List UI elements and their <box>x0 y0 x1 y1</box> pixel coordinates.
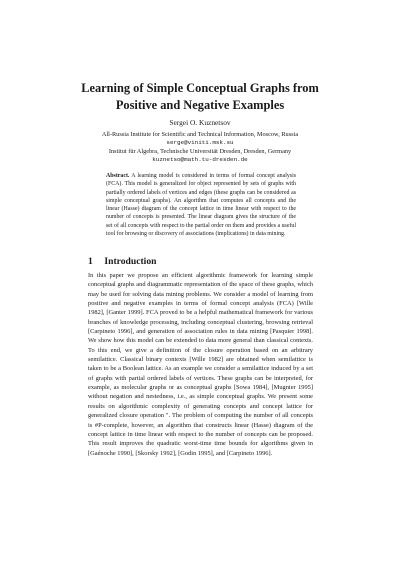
abstract-text: A learning model is considered in terms of formal concept analysis (FCA). This model is generalized for object represented by sets of graphs with partially ordered labels of vertices and edges (these graphs can be considered as simple conceptual graphs). An algorithm that computes all concepts and the linear (Hasse) diagram of the concept lattice in time linear with respect to the number of concepts is presented. The linear diagram gives the structure of the set of all concepts with respect to the partial order on them and provides a useful tool for browsing or discovery of associations (implications) in data mining. <box>106 173 296 238</box>
introduction-body <box>88 271 313 458</box>
section-number: 1 <box>88 256 93 267</box>
email-2: kuznetso@math.tu-dresden.de <box>152 156 248 163</box>
intro-paragraph: In this paper we propose an efficient algorithmic framework for learning simple conceptual graphs and diagrammatic representation of the space of these graphs, which may be used for solving data mining problems. We consider a model of learning from positive and negative examples in terms of formal concept analysis (FCA) [Wille 1982], [Ganter 1999]. FCA proved to be a helpful mathematical framework for various branches of knowledge processing, including conceptual clustering, browsing retrieval [Carpineto 1996], and generation of association rules in data mining [Pasquier 1998]. We show how this model can be extended to data more general than classical contexts. To this end, we give a definition of the closure operation based on an arbitrary semilattice. Classical binary contexts [Wille 1982] are obtained when semilattice is taken to be a Boolean lattice. As an example we consider a semilattice induced by a set of graphs with partial ordered labels of vertices. These graphs can be interpreted, for example, as molecular graphs or as conceptual graphs [Sowa 1984], [Mugnier 1995] without negation and nestedness, i.e., as simple conceptual graphs. We present some results on algorithmic complexity of generating concepts and concept lattice for generalized closure operation ". The problem of computing the number of all concepts is #P-complete, however, an algorithm that constructs linear (Hasse) diagram of the concept lattice in time linear with respect to the number of concepts can be proposed. This result improves the quadratic worst-time time bounds for algorithms given in [Gaénoche 1990], [Skorsky 1992], [Godin 1995], and [Carpineto 1996]. <box>88 272 313 457</box>
title-line-2: Positive and Negative Examples <box>115 98 285 112</box>
email-1: serge@viniti.msk.su <box>166 139 234 146</box>
author-name: Sergei O. Kuznetsov <box>169 118 231 127</box>
title-line-1: Learning of Simple Conceptual Graphs from <box>81 81 319 95</box>
affiliation-2: Institut für Algebra, Technische Universität Dresden, Dresden, Germany <box>108 148 292 155</box>
abstract <box>106 172 296 238</box>
affiliation-1: All-Russia Institute for Scientific and Technical Information, Moscow, Russia <box>101 131 299 138</box>
section-heading <box>88 256 156 267</box>
section-title: Introduction <box>104 256 157 267</box>
abstract-label: Abstract. <box>106 173 130 179</box>
paper-title <box>0 80 400 114</box>
